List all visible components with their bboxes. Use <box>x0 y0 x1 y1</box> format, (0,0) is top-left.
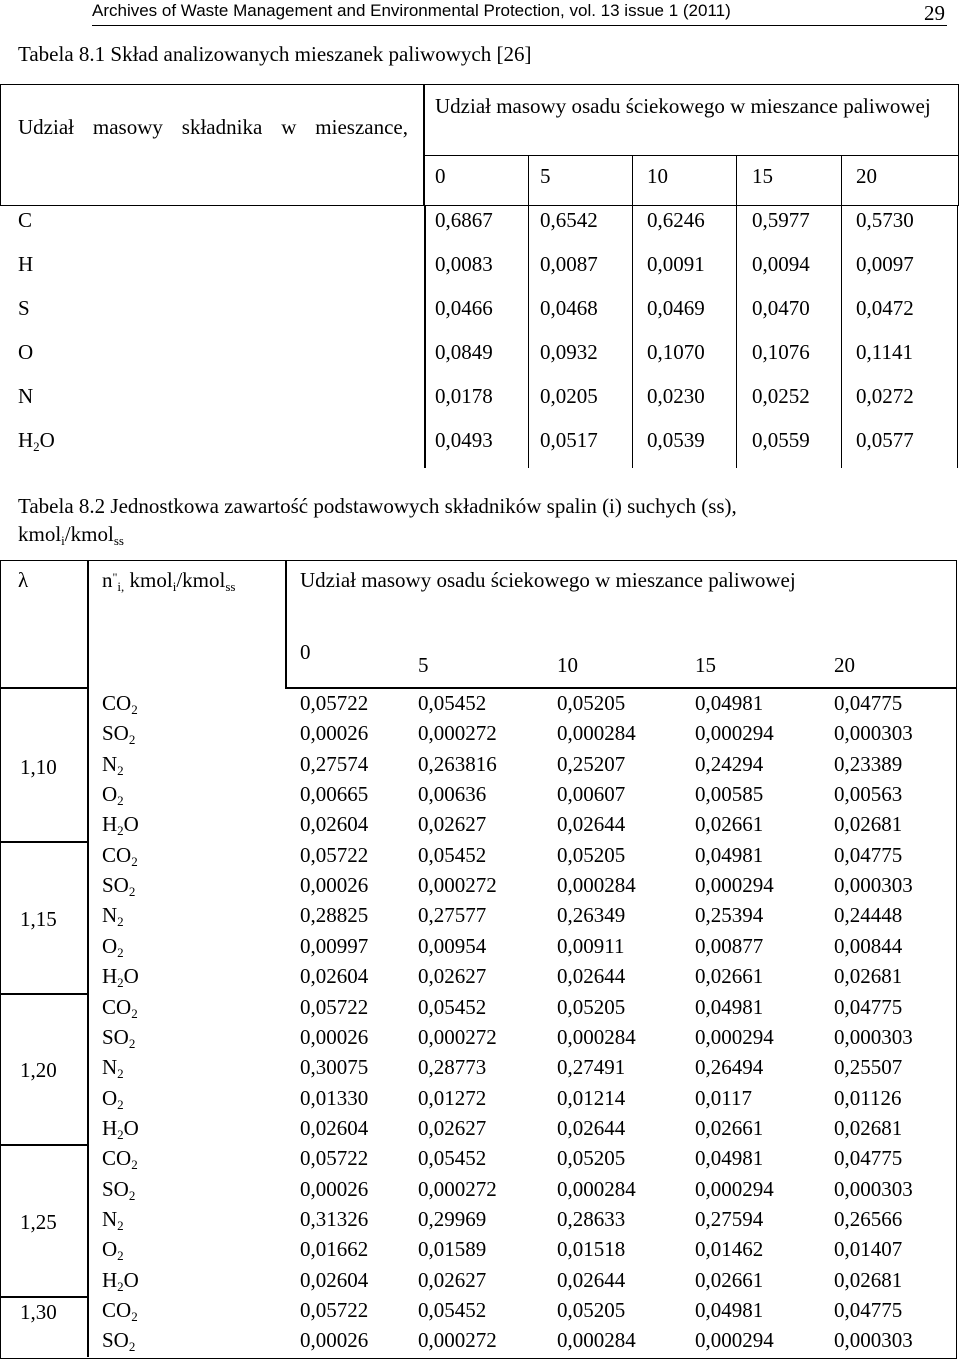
table2-cell: 0,02681 <box>834 1116 903 1140</box>
table2-cell: 0,25394 <box>695 903 764 927</box>
table1-cell: 0,0205 <box>540 384 598 408</box>
table2-cell: 0,01214 <box>557 1086 626 1110</box>
table2-component: $SO_2$ <box>102 1025 136 1051</box>
table1-row-label: S <box>18 296 30 320</box>
table2-caption-line2: kmol$_i$/kmol$_{ss}$ <box>18 522 124 548</box>
table2-cell: 0,05722 <box>300 843 369 867</box>
table2-cell: 0,04775 <box>834 1298 903 1322</box>
table1-row-label: N <box>18 384 34 408</box>
table1-body-rule <box>736 205 737 468</box>
table2-head-rule-left <box>0 687 88 689</box>
page-number: 29 <box>924 1 945 25</box>
table2-col-header: Udział masowy osadu ściekowego w mieszance paliwowej <box>300 568 796 592</box>
table2-cell: 0,00911 <box>557 934 625 958</box>
table1-cell: 0,0493 <box>435 428 493 452</box>
table2-cell: 0,000303 <box>834 721 913 745</box>
table2-cell: 0,05722 <box>300 691 369 715</box>
table2-caption <box>18 492 954 548</box>
table1-body-rule <box>841 205 842 468</box>
table2-component: $N_2$ <box>102 1207 124 1233</box>
table2-col-label: 10 <box>557 653 578 677</box>
table1-cell: 0,0087 <box>540 252 598 276</box>
table2-cell: 0,000294 <box>695 873 774 897</box>
table2-cell: 0,05452 <box>418 995 487 1019</box>
table2-cell: 0,00844 <box>834 934 903 958</box>
table1-cell: 0,0849 <box>435 340 493 364</box>
table2-cell: 0,28633 <box>557 1207 626 1231</box>
table2-lambda-label: 1,20 <box>20 1058 57 1082</box>
table2-cell: 0,02644 <box>557 964 626 988</box>
table1-row-label: C <box>18 208 33 232</box>
table2-component: $H_2O$ <box>102 1268 139 1294</box>
table2-cell: 0,000294 <box>695 1328 774 1352</box>
table2-cell: 0,04981 <box>695 843 764 867</box>
table2-component: $SO_2$ <box>102 1328 136 1354</box>
table1-col-label: 5 <box>540 164 551 188</box>
table2-cell: 0,02604 <box>300 1116 369 1140</box>
table2-cell: 0,24448 <box>834 903 903 927</box>
table1-cell: 0,0577 <box>856 428 914 452</box>
table2-cell: 0,05205 <box>557 1146 626 1170</box>
table2-cell: 0,02681 <box>834 1268 903 1292</box>
table1-cell: 0,1076 <box>752 340 810 364</box>
table2-component: $CO_2$ <box>102 843 138 869</box>
table1-cell: 0,0517 <box>540 428 598 452</box>
table1-cell: 0,0539 <box>647 428 705 452</box>
table2-cell: 0,27594 <box>695 1207 764 1231</box>
table2-cell: 0,02627 <box>418 1116 487 1140</box>
table2-cell: 0,00585 <box>695 782 764 806</box>
table2-cell: 0,000294 <box>695 1177 774 1201</box>
table2-col-label: 15 <box>695 653 716 677</box>
table1-col-rule <box>632 156 633 206</box>
table2-cell: 0,000284 <box>557 1025 636 1049</box>
table2-caption-line1: Tabela 8.2 Jednostkowa zawartość podstawowych składników spalin (i) suchych (ss), <box>18 494 737 518</box>
table2-cell: 0,00026 <box>300 873 369 897</box>
table1-cell: 0,1070 <box>647 340 705 364</box>
table1-cell: 0,0083 <box>435 252 493 276</box>
table2-cell: 0,05452 <box>418 843 487 867</box>
table2-lambda-label: 1,25 <box>20 1210 57 1234</box>
table2-cell: 0,00026 <box>300 721 369 745</box>
table1-row-label: $H_2O$ <box>18 428 55 454</box>
table1-cell: 0,6246 <box>647 208 705 232</box>
table2-cell: 0,01462 <box>695 1237 764 1261</box>
table2-lambda-header: λ <box>18 568 29 592</box>
table2-group-rule <box>0 1144 88 1146</box>
table2-col-label: 0 <box>300 640 311 664</box>
table2-cell: 0,27574 <box>300 752 369 776</box>
table1-cell: 0,0097 <box>856 252 914 276</box>
table2-component: $H_2O$ <box>102 964 139 990</box>
table1-cell: 0,0252 <box>752 384 810 408</box>
table2-cell: 0,25507 <box>834 1055 903 1079</box>
table1-col-label: 0 <box>435 164 446 188</box>
table2-lambda-label: 1,10 <box>20 755 57 779</box>
table2-component: $O_2$ <box>102 1237 124 1263</box>
table2-cell: 0,05452 <box>418 1298 487 1322</box>
table2-n-divider <box>285 560 287 688</box>
table2-cell: 0,000284 <box>557 721 636 745</box>
table2-component: $N_2$ <box>102 1055 124 1081</box>
table2-cell: 0,01330 <box>300 1086 369 1110</box>
table2-cell: 0,02644 <box>557 812 626 836</box>
table2-cell: 0,02644 <box>557 1116 626 1140</box>
table2-cell: 0,0117 <box>695 1086 752 1110</box>
table2-cell: 0,04981 <box>695 1146 764 1170</box>
table2-col-label: 5 <box>418 653 429 677</box>
table2-group-rule <box>0 993 88 995</box>
table2-cell: 0,02604 <box>300 964 369 988</box>
table2-cell: 0,000294 <box>695 721 774 745</box>
table1-cell: 0,0559 <box>752 428 810 452</box>
table2-cell: 0,263816 <box>418 752 497 776</box>
table2-cell: 0,000303 <box>834 873 913 897</box>
table1-col-rule <box>528 156 529 206</box>
table1-cell: 0,0470 <box>752 296 810 320</box>
table2-cell: 0,29969 <box>418 1207 487 1231</box>
table2-cell: 0,02627 <box>418 964 487 988</box>
table2-cell: 0,05452 <box>418 1146 487 1170</box>
table2-cell: 0,000284 <box>557 1328 636 1352</box>
table1-header-divider <box>423 84 425 206</box>
table2-cell: 0,26494 <box>695 1055 764 1079</box>
table1-col-label: 20 <box>856 164 877 188</box>
table1-col-header: Udział masowy osadu ściekowego w mieszance paliwowej <box>435 94 931 118</box>
table1-cell: 0,1141 <box>856 340 913 364</box>
table2-cell: 0,000284 <box>557 873 636 897</box>
table1-cell: 0,0272 <box>856 384 914 408</box>
table2-cell: 0,01407 <box>834 1237 903 1261</box>
table2-component: $O_2$ <box>102 782 124 808</box>
table2-cell: 0,02627 <box>418 1268 487 1292</box>
table1-cell: 0,0469 <box>647 296 705 320</box>
table2-cell: 0,000272 <box>418 1177 497 1201</box>
table2-cell: 0,02661 <box>695 812 764 836</box>
table2-component: $H_2O$ <box>102 1116 139 1142</box>
table2-component: $O_2$ <box>102 1086 124 1112</box>
table2-cell: 0,01126 <box>834 1086 902 1110</box>
table2-cell: 0,02604 <box>300 1268 369 1292</box>
table1-cell: 0,0466 <box>435 296 493 320</box>
table2-cell: 0,000303 <box>834 1177 913 1201</box>
table1-col-label: 15 <box>752 164 773 188</box>
table2-component: $SO_2$ <box>102 721 136 747</box>
table2-cell: 0,04981 <box>695 995 764 1019</box>
table1-row-label: H <box>18 252 34 276</box>
table2-group-rule <box>0 841 88 843</box>
table2-cell: 0,05205 <box>557 1298 626 1322</box>
table2-cell: 0,000303 <box>834 1025 913 1049</box>
table1-cell: 0,0094 <box>752 252 810 276</box>
table1-col-label: 10 <box>647 164 668 188</box>
table2-cell: 0,26349 <box>557 903 626 927</box>
table2-component: $SO_2$ <box>102 1177 136 1203</box>
table1-cell: 0,0178 <box>435 384 493 408</box>
table1-row-header-line1: Udział masowy składnika w mieszance, <box>18 115 408 139</box>
table2-head-rule-right <box>285 687 957 689</box>
table2-cell: 0,02681 <box>834 812 903 836</box>
table2-cell: 0,05205 <box>557 995 626 1019</box>
table1-body-rule <box>424 205 426 468</box>
table2-cell: 0,27577 <box>418 903 487 927</box>
table2-cell: 0,000303 <box>834 1328 913 1352</box>
table2-cell: 0,00607 <box>557 782 626 806</box>
table2-cell: 0,02661 <box>695 1268 764 1292</box>
table1-body-rule <box>957 205 958 468</box>
table2-cell: 0,000294 <box>695 1025 774 1049</box>
table2-cell: 0,00026 <box>300 1328 369 1352</box>
table2-cell: 0,04981 <box>695 1298 764 1322</box>
table2-cell: 0,23389 <box>834 752 903 776</box>
header-rule <box>92 25 947 26</box>
table2-cell: 0,000272 <box>418 873 497 897</box>
table1-body-rule <box>632 205 633 468</box>
table2-cell: 0,01662 <box>300 1237 369 1261</box>
table1-cell: 0,0230 <box>647 384 705 408</box>
table2-cell: 0,24294 <box>695 752 764 776</box>
table1-cell: 0,6542 <box>540 208 598 232</box>
table1-cell: 0,0932 <box>540 340 598 364</box>
table2-cell: 0,05722 <box>300 1298 369 1322</box>
table2-cell: 0,04981 <box>695 691 764 715</box>
table2-component: $O_2$ <box>102 934 124 960</box>
table2-cell: 0,00026 <box>300 1177 369 1201</box>
table2-cell: 0,05722 <box>300 1146 369 1170</box>
table2-cell: 0,00026 <box>300 1025 369 1049</box>
table1-cell: 0,5730 <box>856 208 914 232</box>
table2-cell: 0,28825 <box>300 903 369 927</box>
table1-colhead-rule <box>424 155 959 156</box>
table2-cell: 0,02681 <box>834 964 903 988</box>
table1-cell: 0,6867 <box>435 208 493 232</box>
table2-group-rule <box>0 1296 88 1298</box>
table2-cell: 0,00563 <box>834 782 903 806</box>
table1-caption: Tabela 8.1 Skład analizowanych mieszanek paliwowych [26] <box>18 42 532 66</box>
table2-cell: 0,00997 <box>300 934 369 958</box>
table2-component: $H_2O$ <box>102 812 139 838</box>
table2-cell: 0,00665 <box>300 782 369 806</box>
table2-component: $CO_2$ <box>102 1298 138 1324</box>
table1-cell: 0,0091 <box>647 252 705 276</box>
table2-col-label: 20 <box>834 653 855 677</box>
table2-cell: 0,26566 <box>834 1207 903 1231</box>
table1-cell: 0,5977 <box>752 208 810 232</box>
table2-component: $CO_2$ <box>102 995 138 1021</box>
table2-cell: 0,25207 <box>557 752 626 776</box>
table2-lambda-divider <box>87 560 89 1357</box>
table2-cell: 0,02644 <box>557 1268 626 1292</box>
table2-cell: 0,000272 <box>418 1328 497 1352</box>
table2-cell: 0,00877 <box>695 934 764 958</box>
table2-lambda-label: 1,15 <box>20 907 57 931</box>
table2-cell: 0,05205 <box>557 843 626 867</box>
table2-cell: 0,00636 <box>418 782 487 806</box>
table2-cell: 0,000284 <box>557 1177 636 1201</box>
table2-cell: 0,30075 <box>300 1055 369 1079</box>
table2-cell: 0,01272 <box>418 1086 487 1110</box>
table2-component: $N_2$ <box>102 903 124 929</box>
table2-cell: 0,00954 <box>418 934 487 958</box>
table2-cell: 0,28773 <box>418 1055 487 1079</box>
table2-cell: 0,02661 <box>695 1116 764 1140</box>
table1-cell: 0,0472 <box>856 296 914 320</box>
table2-cell: 0,04775 <box>834 843 903 867</box>
table2-cell: 0,02661 <box>695 964 764 988</box>
table2-cell: 0,31326 <box>300 1207 369 1231</box>
table1-row-label: O <box>18 340 34 364</box>
running-header <box>0 0 960 28</box>
table2-cell: 0,02627 <box>418 812 487 836</box>
table2-component: $SO_2$ <box>102 873 136 899</box>
table2-cell: 0,05452 <box>418 691 487 715</box>
table2-cell: 0,000272 <box>418 721 497 745</box>
table2-n-header: $n^"_{i,}$ kmol$_i$/kmol$_{ss}$ <box>102 568 236 594</box>
table2-component: $N_2$ <box>102 752 124 778</box>
table2-cell: 0,05205 <box>557 691 626 715</box>
table2-cell: 0,27491 <box>557 1055 626 1079</box>
table2-lambda-label: 1,30 <box>20 1300 57 1324</box>
table1-col-rule <box>736 156 737 206</box>
table2-cell: 0,04775 <box>834 691 903 715</box>
table2-component: $CO_2$ <box>102 1146 138 1172</box>
table1-col-rule <box>841 156 842 206</box>
table2-cell: 0,02604 <box>300 812 369 836</box>
table2-cell: 0,01589 <box>418 1237 487 1261</box>
table1-body-rule <box>528 205 529 468</box>
table2-cell: 0,000272 <box>418 1025 497 1049</box>
table2-cell: 0,04775 <box>834 995 903 1019</box>
table2-cell: 0,01518 <box>557 1237 626 1261</box>
table2-component: $CO_2$ <box>102 691 138 717</box>
journal-title: Archives of Waste Management and Environmental Protection, vol. 13 issue 1 (2011) <box>92 1 731 20</box>
table2-cell: 0,05722 <box>300 995 369 1019</box>
table1-cell: 0,0468 <box>540 296 598 320</box>
table2-cell: 0,04775 <box>834 1146 903 1170</box>
